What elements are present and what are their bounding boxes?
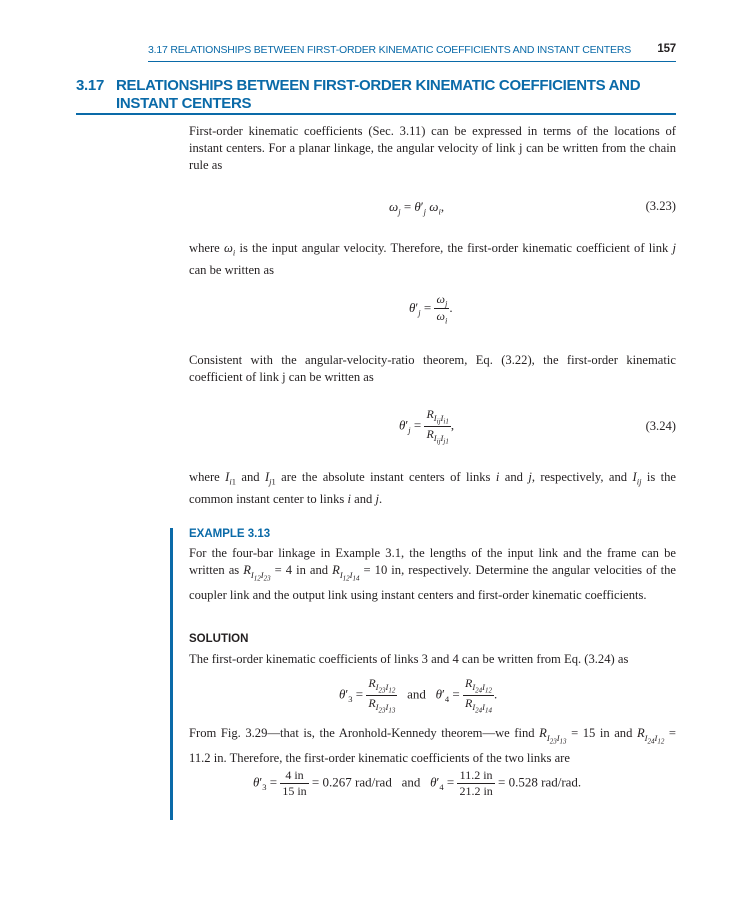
running-head-text: 3.17 RELATIONSHIPS BETWEEN FIRST-ORDER KINEMATIC COEFFICIENTS AND INSTANT CENTERS [148, 44, 632, 56]
solution-intro: The first-order kinematic coefficients of links 3 and 4 can be written from Eq. (3.24) as [189, 652, 629, 666]
example-heading: EXAMPLE 3.13 [189, 528, 271, 540]
paragraph-input-velocity: where $\omega_i$ is the input angular velocity. Therefore, the first-order kinematic coefficient of link j can be written as [189, 241, 676, 277]
example-sidebar-bar [170, 528, 173, 820]
section-number: 3.17 [76, 77, 104, 94]
page-number: 157 [657, 43, 676, 55]
section-title-line2: INSTANT CENTERS [116, 95, 252, 112]
paragraph-ratio-theorem: Consistent with the angular-velocity-ratio theorem, Eq. (3.22), the first-order kinematic coefficient of link j can be written as [189, 353, 676, 384]
result-theta3: = 0.267 rad/rad [311, 774, 392, 790]
example-problem-statement: For the four-bar linkage in Example 3.1, the lengths of the input link and the frame can be written as $R_{I_{12}I_{23}} = 4$ in and $R_{I_{12}I_{14}} = 10$ in, respectively. Determine the angular velocities of the coupler link and the output link using instant centers and first-order kinematic coefficients. [189, 546, 677, 603]
solution-aronhold-kennedy: From Fig. 3.29—that is, the Aronhold-Kennedy theorem—we find $R_{I_{23}I_{13}} = 15$ in and $R_{I_{24}I_{12}} = 11.2$ in. Therefore, the first-order kinematic coefficients of the two links are [189, 726, 676, 766]
section-title-rule [76, 113, 676, 115]
equation-number-3-23: (3.23) [645, 199, 676, 213]
result-theta4: = 0.528 rad/rad. [498, 774, 582, 790]
section-title [76, 77, 676, 113]
solution-heading: SOLUTION [189, 633, 249, 645]
section-title-line1: RELATIONSHIPS BETWEEN FIRST-ORDER KINEMATIC COEFFICIENTS AND [116, 77, 641, 94]
paragraph-intro: First-order kinematic coefficients (Sec. 3.11) can be expressed in terms of the locations of instant centers. For a planar linkage, the angular velocity of link j can be written from the chain rule as [189, 124, 676, 172]
running-head [148, 44, 676, 56]
header-rule [148, 61, 676, 62]
paragraph-instant-centers: where $I_{i1}$ and $I_{j1}$ are the absolute instant centers of links i and j, respectively, and $I_{ij}$ is the common instant center to links i and j. [189, 470, 677, 506]
equation-number-3-24: (3.24) [645, 419, 676, 433]
